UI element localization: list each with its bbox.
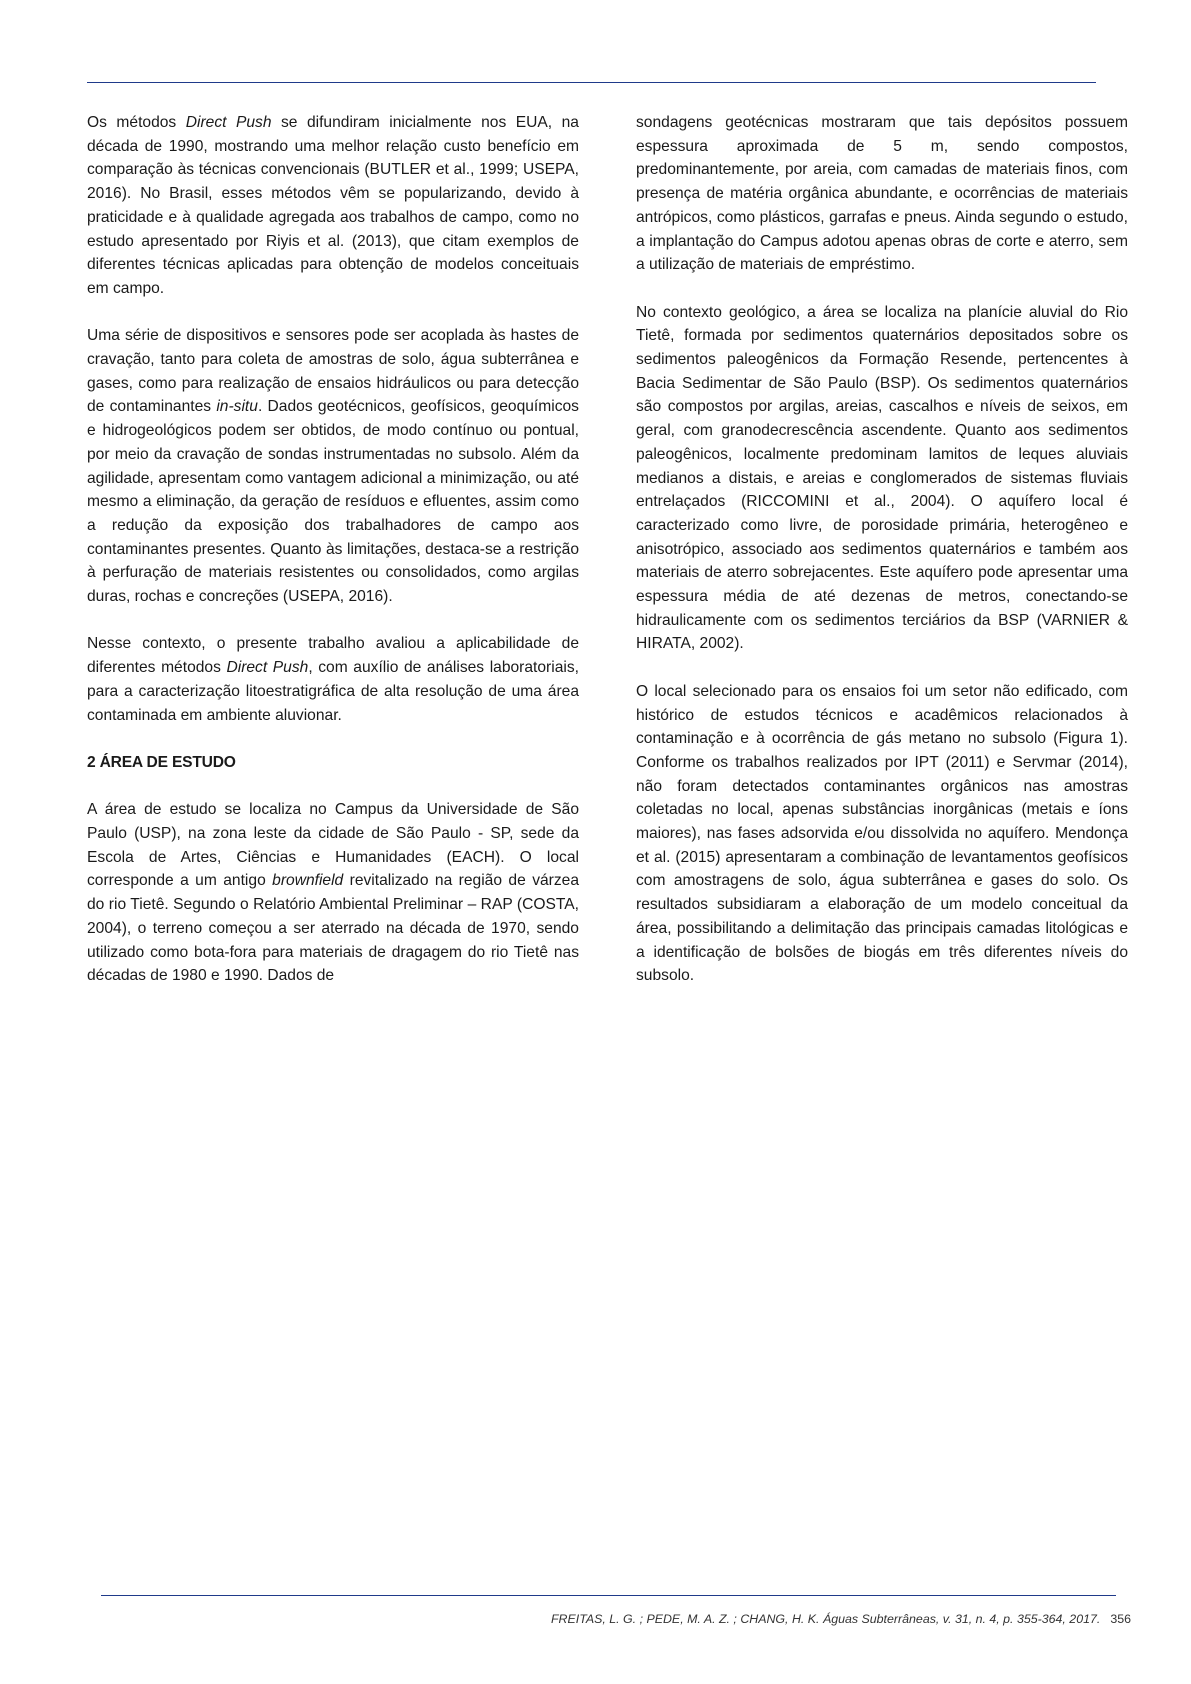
- italic-term: Direct Push: [226, 659, 309, 677]
- header-rule: [87, 82, 1096, 83]
- page-number: 356: [1110, 1612, 1131, 1626]
- paragraph: O local selecionado para os ensaios foi um setor não edificado, com histórico de estudos técnicos e acadêmicos relacionados à contaminação e à ocorrência de gás metano no subsolo (Figura 1). Conforme os trabalhos realizados por IPT (2011) e Servmar (2014), não foram detectados contaminantes orgânicos nas amostras coletadas no local, apenas substâncias inorgânicas (metais e íons maiores), nas fases adsorvida e/ou dissolvida no aquífero. Mendonça et al. (2015) apresentaram a combinação de levantamentos geofísicos com amostragens de solo, água subterrânea e gases do solo. Os resultados subsidiaram a elaboração de um modelo conceitual da área, possibilitando a delimitação das principais camadas litológicas e a identificação de bolsões de biogás em três diferentes níveis do subsolo.: [636, 682, 1128, 985]
- right-column: [636, 111, 1128, 1012]
- footer-citation-details: , v. 31, n. 4, p. 355-364, 2017.: [935, 1612, 1101, 1626]
- paragraph: A área de estudo se localiza no Campus da Universidade de São Paulo (USP), na zona leste da cidade de São Paulo - SP, sede da Escola de Artes, Ciências e Humanidades (EACH). O local corresponde a um antigo brownfield revitalizado na região de várzea do rio Tietê. Segundo o Relatório Ambiental Preliminar – RAP (COSTA, 2004), o terreno começou a ser aterrado na década de 1970, sendo utilizado como bota-fora para materiais de dragagem do rio Tietê nas décadas de 1980 e 1990. Dados de: [87, 801, 579, 985]
- italic-term: Direct Push: [185, 114, 272, 131]
- left-column: [87, 111, 579, 1012]
- paragraph: sondagens geotécnicas mostraram que tais depósitos possuem espessura aproximada de 5 m, sendo compostos, predominantemente, por areia, com camadas de materiais finos, com presença de matéria orgânica abundante, e ocorrências de materiais antrópicos, como plásticos, garrafas e pneus. Ainda segundo o estudo, a implantação do Campus adotou apenas obras de corte e aterro, sem a utilização de materiais de empréstimo.: [636, 114, 1128, 274]
- section-heading: 2 ÁREA DE ESTUDO: [87, 753, 236, 771]
- paragraph: Nesse contexto, o presente trabalho avaliou a aplicabilidade de diferentes métodos Direct Push, com auxílio de análises laboratoriais, para a caracterização litoestratigráfica de alta resolução de uma área contaminada em ambiente aluvionar.: [87, 635, 579, 724]
- paragraph: No contexto geológico, a área se localiza na planície aluvial do Rio Tietê, formada por sedimentos quaternários depositados sobre os sedimentos paleogênicos da Formação Resende, pertencentes à Bacia Sedimentar de São Paulo (BSP). Os sedimentos quaternários são compostos por argilas, areias, cascalhos e níveis de seixos, em geral, com granodecrescência ascendente. Quanto aos sedimentos paleogênicos, localmente predominam lamitos de leques aluviais medianos a distais, e areias e conglomerados de sistemas fluviais entrelaçados (RICCOMINI et al., 2004). O aquífero local é caracterizado como livre, de porosidade primária, heterogêneo e anisotrópico, associado aos sedimentos quaternários e também aos materiais de aterro sobrejacentes. Este aquífero pode apresentar uma espessura média de até dezenas de metros, conectando-se hidraulicamente com os sedimentos terciários da BSP (VARNIER & HIRATA, 2002).: [636, 303, 1128, 653]
- italic-term: brownfield: [272, 872, 344, 890]
- paragraph: Os métodos Direct Push se difundiram inicialmente nos EUA, na década de 1990, mostrando uma melhor relação custo benefício em comparação às técnicas convencionais (BUTLER et al., 1999; USEPA, 2016). No Brasil, esses métodos vêm se popularizando, devido à praticidade e à qualidade agregada aos trabalhos de campo, como no estudo apresentado por Riyis et al. (2013), que citam exemplos de diferentes técnicas aplicadas para obtenção de modelos conceituais em campo.: [87, 114, 579, 297]
- footer-citation-journal: Águas Subterrâneas: [822, 1612, 936, 1626]
- footer: [551, 1612, 1131, 1626]
- paragraph: Uma série de dispositivos e sensores pode ser acoplada às hastes de cravação, tanto para coleta de amostras de solo, água subterrânea e gases, como para realização de ensaios hidráulicos ou para detecção de contaminantes in-situ. Dados geotécnicos, geofísicos, geoquímicos e hidrogeológicos podem ser obtidos, de modo contínuo ou pontual, por meio da cravação de sondas instrumentadas no subsolo. Além da agilidade, apresentam como vantagem adicional a minimização, ou até mesmo a eliminação, da geração de resíduos e efluentes, assim como a redução da exposição dos trabalhadores de campo aos contaminantes presentes. Quanto às limitações, destaca-se a restrição à perfuração de materiais resistentes ou consolidados, como argilas duras, rochas e concreções (USEPA, 2016).: [87, 327, 579, 606]
- italic-term: in-situ: [216, 398, 258, 416]
- footer-citation-authors: FREITAS, L. G. ; PEDE, M. A. Z. ; CHANG, H. K.: [550, 1612, 823, 1626]
- footer-rule: [101, 1595, 1116, 1596]
